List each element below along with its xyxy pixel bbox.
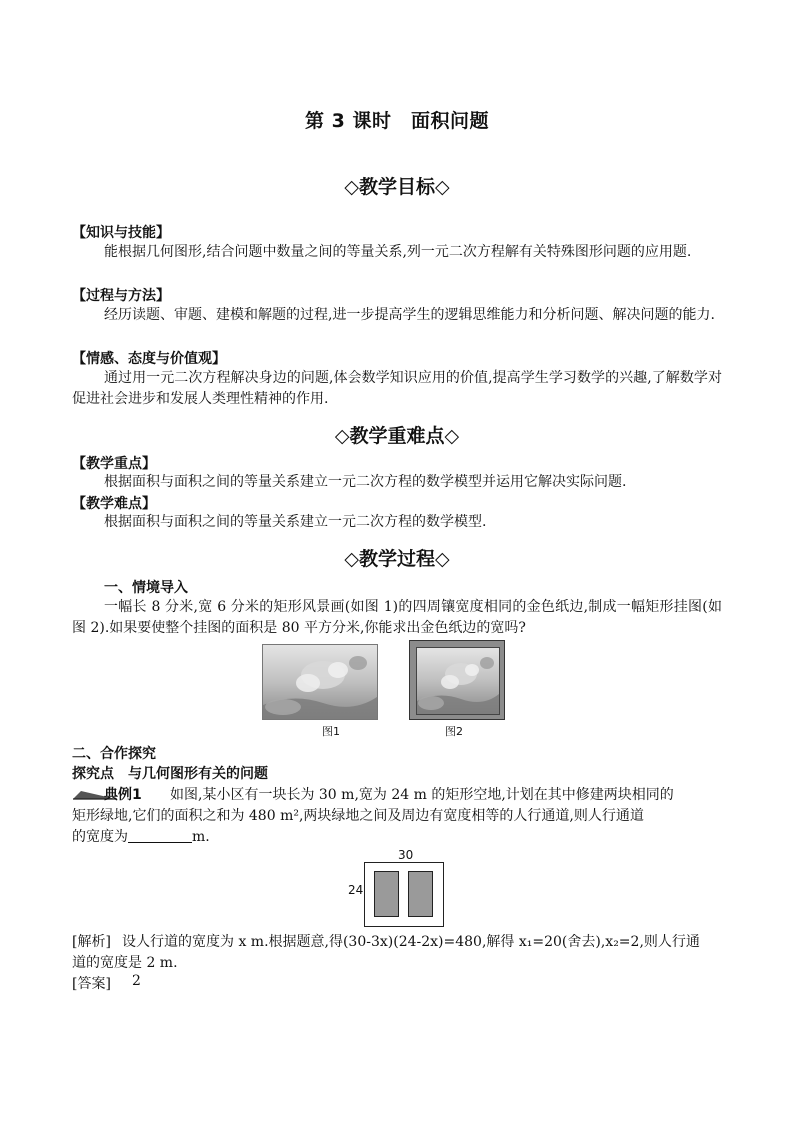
knowledge-label: 【知识与技能】 <box>72 225 170 241</box>
example-line-3a: 的宽度为 <box>72 829 128 845</box>
rectangular-lot <box>364 862 444 927</box>
example-line-1: 如图,某小区有一块长为 30 m,宽为 24 m 的矩形空地,计划在其中修建两块相同的 <box>170 787 674 803</box>
analysis-line-1: 设人行道的宽度为 x m.根据题意,得(30-3x)(24-2x)=480,解得 x₁=20(舍去),x₂=2,则人行通 <box>122 934 700 950</box>
landscape-image <box>263 645 377 719</box>
landscape-image <box>417 648 499 714</box>
page-title: 第 3 课时 面积问题 <box>305 110 489 132</box>
example-label: 典例1 <box>104 787 142 803</box>
example-line-2: 矩形绿地,它们的面积之和为 480 m²,两块绿地之间及周边有宽度相等的人行通道,则人行通道 <box>72 808 644 824</box>
section-heading-keypoints: ◇教学重难点◇ <box>334 425 460 447</box>
answer-value: 2 <box>132 973 141 989</box>
green-plot-right <box>408 871 433 917</box>
explore-point-label: 探究点 与几何图形有关的问题 <box>72 766 268 782</box>
figure-2-framed-painting <box>409 640 505 720</box>
diagram-width-label: 30 <box>398 848 414 862</box>
analysis-label: [解析] <box>72 934 111 950</box>
example-line-3 <box>72 826 210 846</box>
green-plot-left <box>374 871 399 917</box>
process-label: 【过程与方法】 <box>72 288 170 304</box>
section-heading-process: ◇教学过程◇ <box>344 548 450 570</box>
figure-1-painting <box>262 644 378 720</box>
figure-1-caption: 图1 <box>322 725 340 738</box>
answer-label: [答案] <box>72 976 111 992</box>
analysis-line-2: 道的宽度是 2 m. <box>72 955 178 971</box>
section-heading-goals: ◇教学目标◇ <box>344 176 450 198</box>
answer-blank <box>128 828 192 843</box>
intro-heading: 一、情境导入 <box>104 580 188 596</box>
difficult-text: 根据面积与面积之间的等量关系建立一元二次方程的数学模型. <box>104 514 487 530</box>
framed-landscape <box>416 647 500 715</box>
key-text: 根据面积与面积之间的等量关系建立一元二次方程的数学模型并运用它解决实际问题. <box>104 474 627 490</box>
intro-text: 一幅长 8 分米,宽 6 分米的矩形风景画(如图 1)的四周镶宽度相同的金色纸边,制成一幅矩形挂图(如图 2).如果要使整个挂图的面积是 80 平方分米,你能求出金色纸边的宽吗? <box>72 599 722 636</box>
process-text: 经历读题、审题、建模和解题的过程,进一步提高学生的逻辑思维能力和分析问题、解决问题的能力. <box>104 307 715 323</box>
knowledge-text: 能根据几何图形,结合问题中数量之间的等量关系,列一元二次方程解有关特殊图形问题的应用题. <box>104 244 692 260</box>
emotion-text: 通过用一元二次方程解决身边的问题,体会数学知识应用的价值,提高学生学习数学的兴趣,了解数学对促进社会进步和发展人类理性精神的作用. <box>72 370 722 407</box>
figure-2-caption: 图2 <box>445 725 463 738</box>
example-line-3b: m. <box>192 829 210 845</box>
key-label: 【教学重点】 <box>72 456 156 472</box>
difficult-label: 【教学难点】 <box>72 496 156 512</box>
explore-heading: 二、合作探究 <box>72 746 156 762</box>
emotion-label: 【情感、态度与价值观】 <box>72 351 226 367</box>
diagram-height-label: 24 <box>348 883 364 897</box>
